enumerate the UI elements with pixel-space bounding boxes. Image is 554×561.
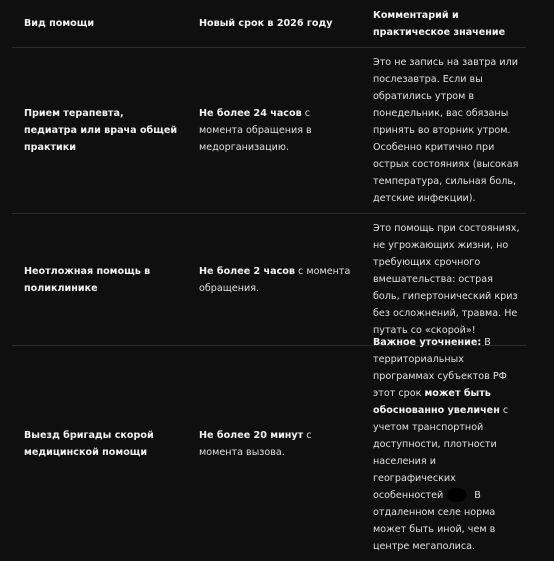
row-type: Выезд бригады скорой медицинской помощи bbox=[24, 430, 154, 458]
comment-text: В отдаленном селе норма может быть иной, чем в центре мегаполиса. bbox=[373, 489, 496, 552]
row-comment: Это не запись на завтра или послезавтра. Если вы обратились утром в понедельник, вас обязаны принять во вторник утром. Особенно критично при острых состояниях (высокая температура, сильная боль, детские инфекции). bbox=[373, 57, 519, 204]
deadline-lead: Не более 20 минут bbox=[199, 430, 304, 441]
comment-bold-note: Важное уточнение: bbox=[373, 336, 482, 348]
table-row bbox=[12, 336, 526, 552]
table-row bbox=[12, 214, 526, 346]
row-type: Неотложная помощь в поликлинике bbox=[24, 265, 151, 294]
comment-bold-emphasis: может быть обоснованно увеличен bbox=[373, 387, 500, 416]
header-comment: Комментарий и практическое значение bbox=[373, 10, 506, 38]
header-deadline: Новый срок в 2026 году bbox=[199, 18, 333, 29]
table-header-row bbox=[12, 0, 526, 48]
row-comment: Это помощь при состояниях, не угрожающих жизни, но требующих срочного вмешательства: острая боль, гипертонический криз без осложнений, травма. Не путать со «скорой»! bbox=[373, 223, 520, 336]
header-type: Вид помощи bbox=[24, 18, 95, 29]
comment-text: В территориальных программах субъектов РФ этот срок bbox=[373, 336, 507, 399]
comment-text: с учетом транспортной доступности, плотности населения и географических особенностей bbox=[373, 404, 509, 501]
row-type: Прием терапевта, педиатра или врача общей практики bbox=[24, 108, 178, 153]
redaction-blot bbox=[447, 488, 467, 502]
deadline-rest: с момента обращения в медорганизацию. bbox=[199, 108, 312, 153]
row-deadline bbox=[187, 105, 361, 156]
row-comment bbox=[361, 328, 526, 561]
deadline-lead: Не более 2 часов bbox=[199, 265, 295, 277]
row-deadline bbox=[187, 427, 361, 461]
table-row bbox=[12, 48, 526, 214]
row-deadline bbox=[187, 263, 361, 297]
deadline-rest: с момента вызова. bbox=[199, 430, 312, 458]
deadline-lead: Не более 24 часов bbox=[199, 108, 302, 119]
deadline-rest: с момента обращения. bbox=[199, 265, 351, 294]
